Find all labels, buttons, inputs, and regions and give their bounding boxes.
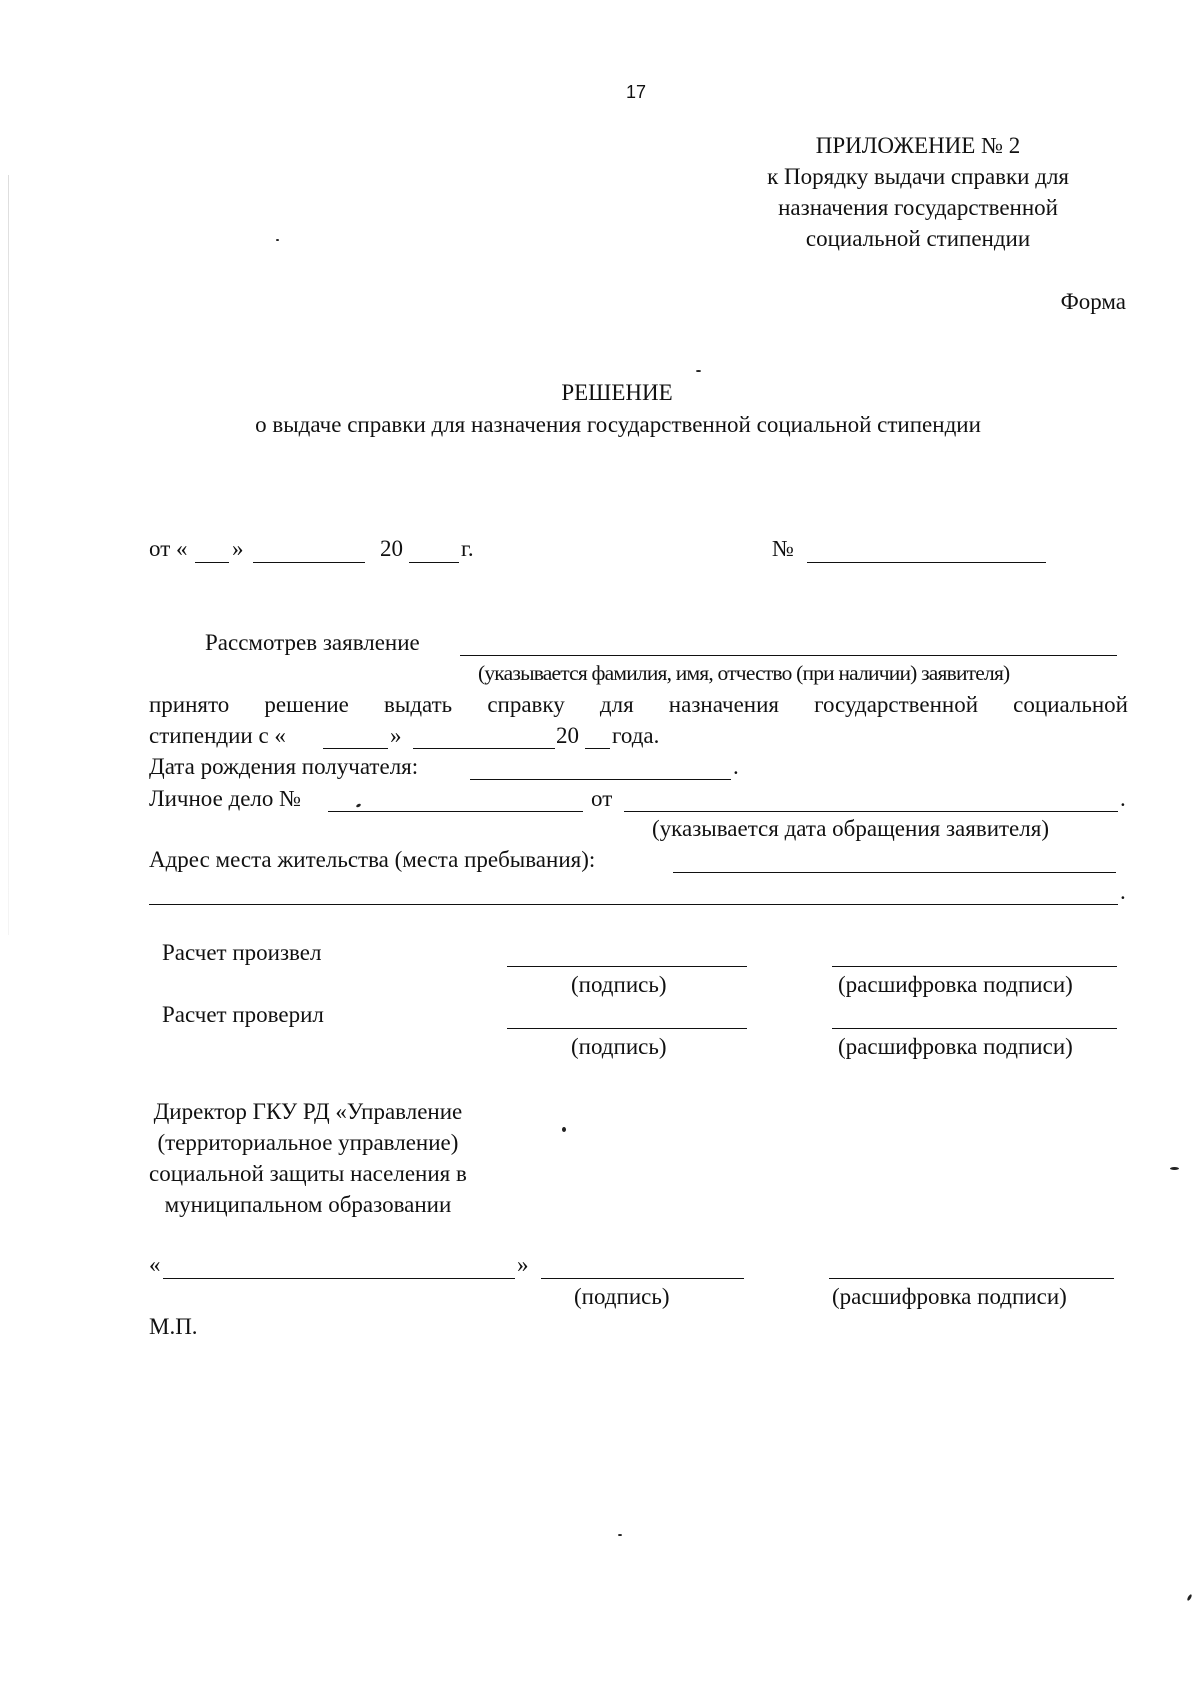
appendix-line-2: назначения государственной xyxy=(778,195,1058,220)
decision-word: для xyxy=(599,692,634,717)
scan-speck xyxy=(356,803,362,808)
date-from-label: от « xyxy=(149,536,188,561)
form-label: Форма xyxy=(1060,289,1126,314)
decision-word: социальной xyxy=(1013,692,1128,717)
number-sign: № xyxy=(772,536,794,561)
decision-subtitle: о выдаче справки для назначения государственной социальной стипендии xyxy=(255,412,981,437)
stipend-from-label: стипендии с « xyxy=(149,723,286,748)
birth-date-period: . xyxy=(733,754,739,779)
stipend-month-field[interactable] xyxy=(413,748,555,749)
scan-speck xyxy=(618,1534,622,1536)
decision-text-line xyxy=(149,692,1128,718)
checked-by-label: Расчет проверил xyxy=(162,1002,324,1027)
decision-word: выдать xyxy=(384,692,453,717)
scan-speck xyxy=(1186,1594,1192,1602)
decode-caption: (расшифровка подписи) xyxy=(838,972,1073,997)
director-line-4: муниципальном образовании xyxy=(164,1192,452,1217)
decision-title: РЕШЕНИЕ xyxy=(561,380,673,405)
appeal-date-caption: (указывается дата обращения заявителя) xyxy=(652,816,1049,841)
director-line-2: (территориальное управление) xyxy=(157,1130,459,1155)
scan-speck xyxy=(276,239,279,241)
year-suffix: г. xyxy=(461,536,474,561)
appeal-date-period: . xyxy=(1120,786,1126,811)
appendix-line-1: к Порядку выдачи справки для xyxy=(767,164,1069,189)
calculated-by-label: Расчет произвел xyxy=(162,940,322,965)
signature-caption: (подпись) xyxy=(574,1284,670,1309)
decision-word: назначения xyxy=(668,692,779,717)
decode-caption: (расшифровка подписи) xyxy=(838,1034,1073,1059)
scan-speck xyxy=(1170,1167,1179,1170)
personal-file-from-label: от xyxy=(591,786,613,811)
director-block xyxy=(149,1096,467,1220)
personal-file-number-field[interactable] xyxy=(328,811,583,812)
month-field[interactable] xyxy=(253,562,365,563)
stipend-year-field[interactable] xyxy=(585,748,610,749)
decision-number-field[interactable] xyxy=(807,562,1046,563)
stipend-day-field[interactable] xyxy=(323,748,388,749)
year-field[interactable] xyxy=(409,562,459,563)
birth-date-label: Дата рождения получателя: xyxy=(149,754,419,779)
director-close-quote: » xyxy=(517,1252,529,1277)
signature-caption: (подпись) xyxy=(571,1034,667,1059)
calculated-signature-field[interactable] xyxy=(507,966,747,967)
decision-word: решение xyxy=(264,692,349,717)
date-close-quote: » xyxy=(232,536,244,561)
appendix-block xyxy=(767,130,1069,254)
municipality-field[interactable] xyxy=(163,1278,515,1279)
considered-label: Рассмотрев заявление xyxy=(205,630,420,655)
birth-date-field[interactable] xyxy=(470,779,731,780)
scan-speck xyxy=(696,370,701,372)
stipend-close-quote: » xyxy=(390,723,402,748)
director-line-1: Директор ГКУ РД «Управление xyxy=(153,1099,463,1124)
scan-edge xyxy=(8,175,9,935)
appendix-line-3: социальной стипендии xyxy=(805,226,1031,251)
day-field[interactable] xyxy=(195,562,229,563)
applicant-name-field[interactable] xyxy=(460,655,1117,656)
year-prefix: 20 xyxy=(380,536,403,561)
applicant-caption: (указывается фамилия, имя, отчество (при наличии) заявителя) xyxy=(478,661,1010,685)
stamp-place: М.П. xyxy=(149,1314,198,1339)
stipend-year-suffix: года. xyxy=(612,723,660,748)
appendix-title: ПРИЛОЖЕНИЕ № 2 xyxy=(815,133,1021,158)
director-line-3: социальной защиты населения в xyxy=(149,1161,467,1186)
address-period: . xyxy=(1120,879,1126,904)
appeal-date-field[interactable] xyxy=(624,811,1118,812)
stipend-year-prefix: 20 xyxy=(556,723,579,748)
address-label: Адрес места жительства (места пребывания): xyxy=(149,847,596,872)
decision-word: принято xyxy=(149,692,230,717)
scan-speck xyxy=(562,1127,566,1132)
calculated-decode-field[interactable] xyxy=(832,966,1117,967)
personal-file-label: Личное дело № xyxy=(149,786,302,811)
checked-signature-field[interactable] xyxy=(507,1028,747,1029)
director-open-quote: « xyxy=(149,1252,161,1277)
decision-word: государственной xyxy=(814,692,979,717)
decode-caption: (расшифровка подписи) xyxy=(832,1284,1067,1309)
signature-caption: (подпись) xyxy=(571,972,667,997)
decision-word: справку xyxy=(487,692,565,717)
address-field-continued[interactable] xyxy=(149,904,1118,905)
page-number: 17 xyxy=(626,82,647,102)
director-decode-field[interactable] xyxy=(829,1278,1114,1279)
address-field[interactable] xyxy=(673,872,1116,873)
checked-decode-field[interactable] xyxy=(832,1028,1117,1029)
director-signature-field[interactable] xyxy=(541,1278,744,1279)
